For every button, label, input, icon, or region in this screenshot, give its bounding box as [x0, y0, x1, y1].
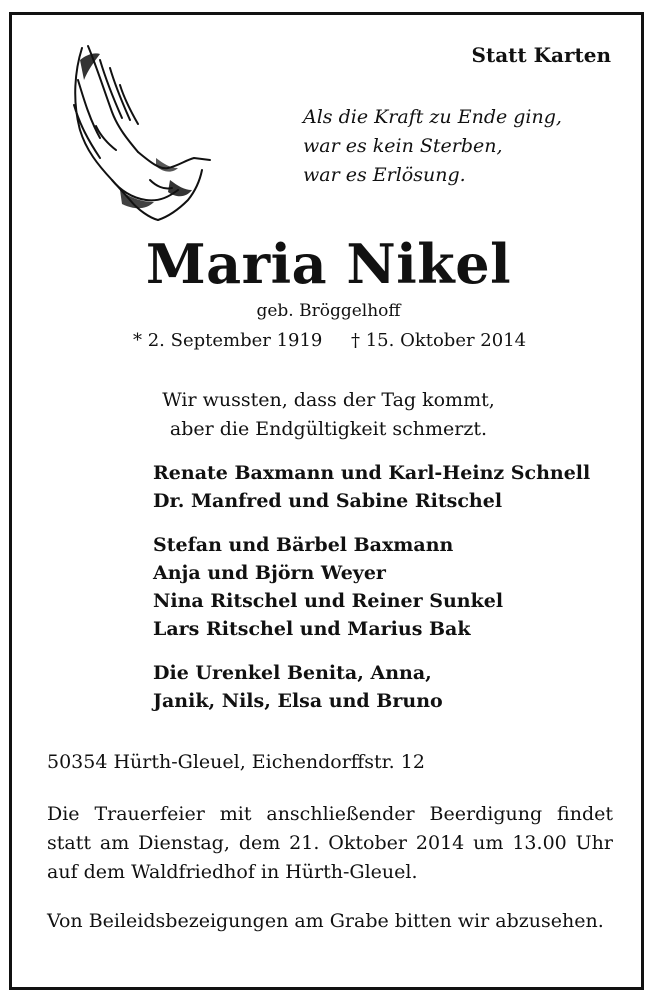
- birth-date: * 2. September 1919: [133, 330, 323, 351]
- header-label: Statt Karten: [471, 43, 611, 67]
- death-date: † 15. Oktober 2014: [351, 330, 527, 351]
- mourner-line: Die Urenkel Benita, Anna,: [153, 662, 432, 684]
- ceremony-info: Die Trauerfeier mit anschließender Beerdigung findet statt am Dienstag, dem 21. Oktober 2014 um 13.00 Uhr auf dem Waldfriedhof in Hürth-Gleuel.: [47, 803, 613, 883]
- motto-verse: [303, 103, 562, 190]
- mourners-group-children: [153, 459, 590, 515]
- praying-hands-icon: [60, 40, 225, 230]
- mourner-line: Dr. Manfred und Sabine Ritschel: [153, 490, 503, 512]
- quote: [0, 386, 657, 444]
- motto-line: Als die Kraft zu Ende ging,: [303, 106, 562, 128]
- mourners-list: [153, 459, 590, 731]
- quote-line: Wir wussten, dass der Tag kommt,: [162, 389, 495, 411]
- deceased-name: Maria Nikel: [145, 232, 512, 296]
- mourner-line: Janik, Nils, Elsa und Bruno: [153, 690, 443, 712]
- birth-name: geb. Bröggelhoff: [256, 301, 401, 321]
- mourner-line: Renate Baxmann und Karl-Heinz Schnell: [153, 462, 591, 484]
- life-dates: [133, 330, 533, 351]
- address: 50354 Hürth-Gleuel, Eichendorffstr. 12: [47, 751, 425, 773]
- condolence-note: Von Beileidsbezeigungen am Grabe bitten wir abzusehen.: [47, 910, 604, 932]
- motto-line: war es Erlösung.: [303, 164, 466, 186]
- mourners-group-grandchildren: [153, 531, 590, 643]
- quote-line: aber die Endgültigkeit schmerzt.: [169, 418, 488, 440]
- mourner-line: Anja und Björn Weyer: [153, 562, 386, 584]
- mourner-line: Stefan und Bärbel Baxmann: [153, 534, 454, 556]
- mourner-line: Nina Ritschel und Reiner Sunkel: [153, 590, 504, 612]
- mourners-group-great-grandchildren: [153, 659, 590, 715]
- motto-line: war es kein Sterben,: [303, 135, 503, 157]
- mourner-line: Lars Ritschel und Marius Bak: [153, 618, 471, 640]
